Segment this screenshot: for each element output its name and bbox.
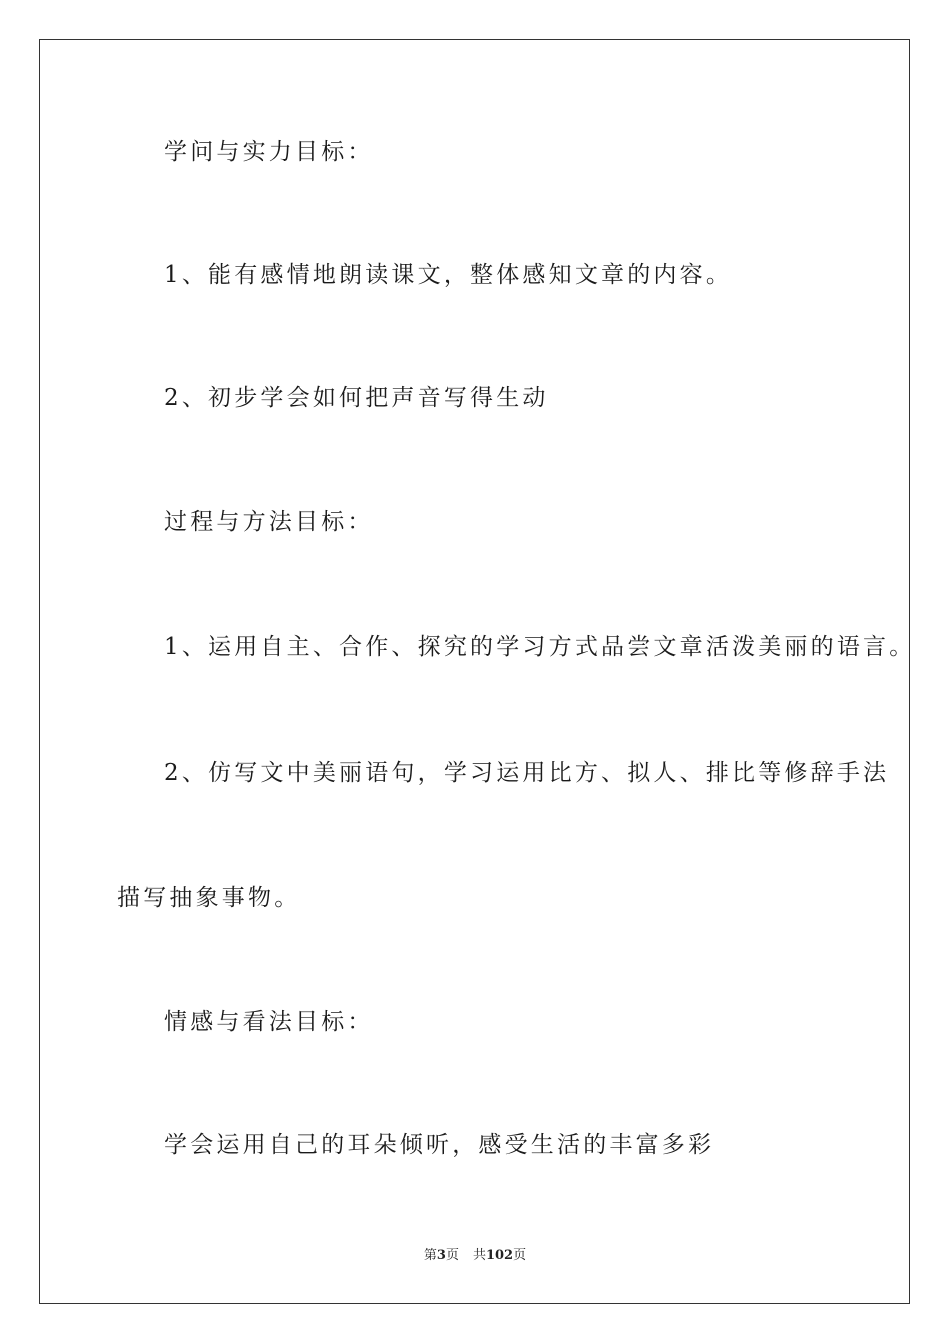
heading-emotion-goals: 情感与看法目标： — [164, 1009, 374, 1035]
page-footer — [0, 1247, 950, 1265]
paragraph-process-2: 2、仿写文中美丽语句，学习运用比方、拟人、排比等修辞手法 — [164, 760, 890, 786]
page-border — [39, 39, 910, 1304]
paragraph-goal-2: 2、初步学会如何把声音写得生动 — [164, 385, 549, 411]
paragraph-emotion-1: 学会运用自己的耳朵倾听，感受生活的丰富多彩 — [164, 1132, 715, 1158]
footer-total-suffix: 页 — [513, 1248, 527, 1263]
paragraph-process-2-continued: 描写抽象事物。 — [117, 885, 301, 911]
footer-page-suffix: 页 — [445, 1248, 459, 1263]
footer-page-number: 3 — [436, 1248, 446, 1263]
footer-total-pages: 102 — [485, 1248, 514, 1263]
paragraph-process-1: 1、运用自主、合作、探究的学习方式品尝文章活泼美丽的语言。 — [164, 634, 916, 660]
footer-total-prefix: 共 — [472, 1248, 486, 1263]
paragraph-goal-1: 1、能有感情地朗读课文，整体感知文章的内容。 — [164, 262, 733, 288]
heading-process-goals: 过程与方法目标： — [164, 509, 374, 535]
footer-page-prefix: 第 — [423, 1248, 437, 1263]
heading-knowledge-goals: 学问与实力目标： — [164, 139, 374, 165]
